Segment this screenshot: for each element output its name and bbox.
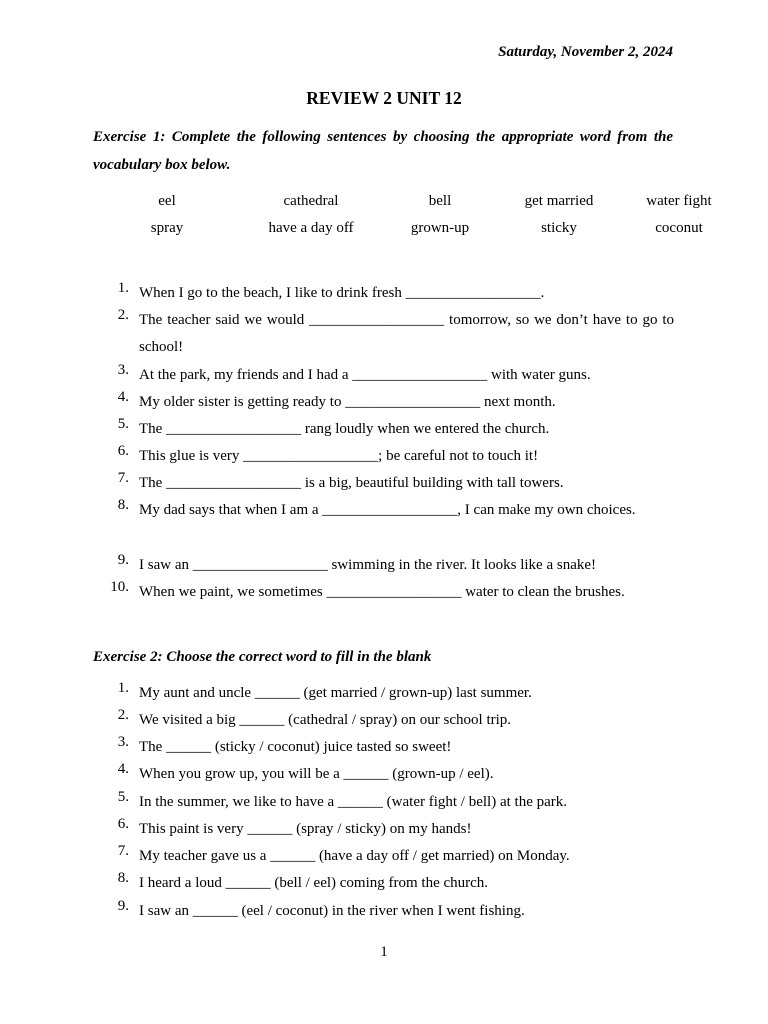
item-number: 8.: [117, 870, 129, 886]
item-text: I saw an ______ (eel / coconut) in the river when I went fishing.: [139, 903, 525, 919]
vocab-word: get married: [524, 193, 594, 209]
item-text: When you grow up, you will be a ______ (grown-up / eel).: [139, 766, 494, 782]
vocab-word: bell: [428, 193, 452, 209]
item-number: 1.: [117, 280, 129, 296]
exercise-2-heading: Exercise 2: Choose the correct word to fill in the blank: [93, 649, 432, 665]
item-number: 5.: [117, 789, 129, 805]
vocab-word: sticky: [541, 220, 577, 236]
item-number: 9.: [117, 552, 129, 568]
exercise-1-heading: Exercise 1: Complete the following sentences by choosing the appropriate word from the vocabulary box below.: [93, 129, 673, 173]
document-date: Saturday, November 2, 2024: [498, 44, 673, 60]
vocab-word: coconut: [655, 220, 703, 236]
item-text: I saw an __________________ swimming in the river. It looks like a snake!: [139, 557, 597, 573]
vocab-word: eel: [158, 193, 176, 209]
vocab-word: water fight: [646, 193, 712, 209]
item-text: This paint is very ______ (spray / sticky) on my hands!: [139, 821, 472, 837]
vocabulary-box-row-1: [0, 193, 768, 213]
item-number: 8.: [117, 497, 129, 513]
item-number: 2.: [117, 707, 129, 723]
vocab-word: cathedral: [283, 193, 339, 209]
item-text: When I go to the beach, I like to drink fresh __________________.: [139, 285, 545, 301]
item-text: The teacher said we would __________________ tomorrow, so we don’t have to go to school!: [139, 312, 674, 356]
item-text: This glue is very __________________; be careful not to touch it!: [139, 448, 539, 464]
item-text: The __________________ is a big, beautiful building with tall towers.: [139, 475, 564, 491]
item-text: The __________________ rang loudly when we entered the church.: [139, 421, 550, 437]
item-text: I heard a loud ______ (bell / eel) coming from the church.: [139, 875, 489, 891]
page-title: REVIEW 2 UNIT 12: [306, 88, 462, 108]
item-number: 4.: [117, 761, 129, 777]
item-number: 3.: [117, 362, 129, 378]
page-number: 1: [380, 944, 388, 960]
item-number: 5.: [117, 416, 129, 432]
item-number: 10.: [110, 579, 129, 595]
vocab-word: grown-up: [410, 220, 470, 236]
vocab-word: spray: [150, 220, 184, 236]
item-text: My older sister is getting ready to __________________ next month.: [139, 394, 556, 410]
item-text: My teacher gave us a ______ (have a day off / get married) on Monday.: [139, 848, 570, 864]
item-text: At the park, my friends and I had a __________________ with water guns.: [139, 367, 591, 383]
item-number: 7.: [117, 843, 129, 859]
item-text: My aunt and uncle ______ (get married / grown-up) last summer.: [139, 685, 532, 701]
item-number: 1.: [117, 680, 129, 696]
vocabulary-box-row-2: [0, 220, 768, 240]
item-text: When we paint, we sometimes __________________ water to clean the brushes.: [139, 584, 625, 600]
vocab-word: have a day off: [268, 220, 354, 236]
item-text: The ______ (sticky / coconut) juice tasted so sweet!: [139, 739, 452, 755]
item-number: 6.: [117, 816, 129, 832]
item-text: In the summer, we like to have a ______ (water fight / bell) at the park.: [139, 794, 568, 810]
item-number: 6.: [117, 443, 129, 459]
item-number: 2.: [117, 307, 129, 323]
item-text: My dad says that when I am a __________________, I can make my own choices.: [139, 502, 636, 518]
item-number: 4.: [117, 389, 129, 405]
item-number: 7.: [117, 470, 129, 486]
item-number: 9.: [117, 898, 129, 914]
item-text: We visited a big ______ (cathedral / spray) on our school trip.: [139, 712, 512, 728]
item-number: 3.: [117, 734, 129, 750]
